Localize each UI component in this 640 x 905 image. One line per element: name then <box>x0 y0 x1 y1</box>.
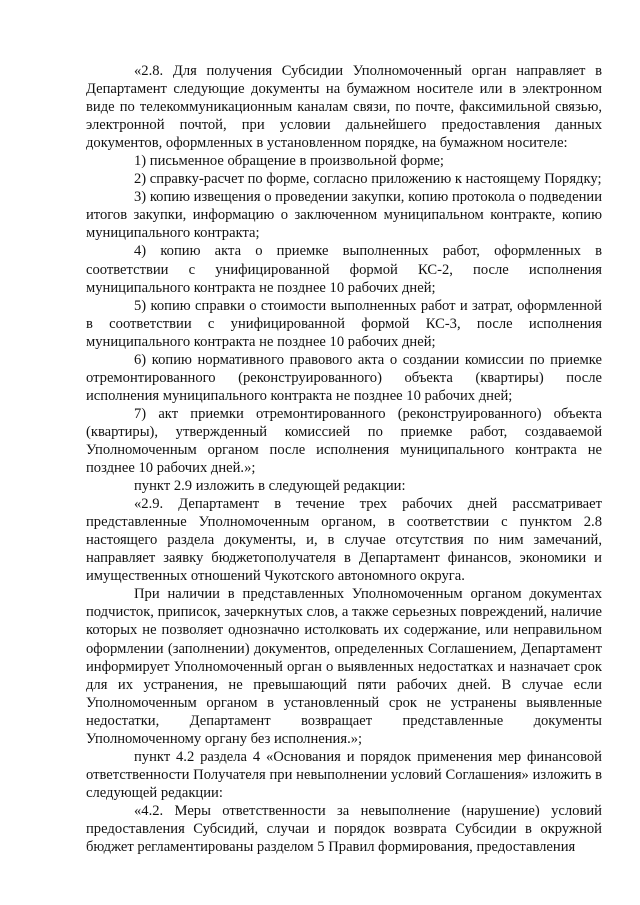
list-item-6: 6) копию нормативного правового акта о создании комиссии по приемке отремонтированного (реконструированного) объекта (квартиры) после исполнения муниципального контракта не позднее 10 рабочих дней; <box>86 351 602 404</box>
list-item-3: 3) копию извещения о проведении закупки, копию протокола о подведении итогов закупки, информацию о заключенном муниципальном контракте, копию муниципального контракта; <box>86 189 602 242</box>
list-item-7: 7) акт приемки отремонтированного (реконструированного) объекта (квартиры), утвержденный комиссией по приемке работ, создаваемой Уполномоченным органом после исполнения муниципального контракта не позднее 10 рабочих дней.»; <box>86 405 602 477</box>
list-item-4: 4) копию акта о приемке выполненных работ, оформленных в соответствии с унифицированной формой КС-2, после исполнения муниципального контракта не позднее 10 рабочих дней; <box>86 243 602 296</box>
list-item-1: 1) письменное обращение в произвольной форме; <box>134 153 444 170</box>
document-body <box>86 62 602 856</box>
instruction-2-9: пункт 2.9 изложить в следующей редакции: <box>134 478 406 495</box>
paragraph-2-9-continued: При наличии в представленных Уполномоченным органом документах подчисток, приписок, зачеркнутых слов, а также серьезных повреждений, наличие которых не позволяет однозначно истолковать их содержание, или неправильном оформлении (заполнении) документов, определенных Соглашением, Департамент информирует Уполномоченный орган о выявленных недостатках и назначает срок для их устранения, не превышающий пяти рабочих дней. В случае если Уполномоченным органом в установленный срок не устранены выявленные недостатки, Департамент возвращает представленные документы Уполномоченному органу без исполнения.»; <box>86 586 602 747</box>
paragraph-2-9: «2.9. Департамент в течение трех рабочих дней рассматривает представленные Уполномоченным органом, в соответствии с пунктом 2.8 настоящего раздела документы, и, в случае отсутствия по ним замечаний, направляет заявку бюджетополучателя в Департамент финансов, экономики и имущественных отношений Чукотского автономного округа. <box>86 496 602 585</box>
paragraph-2-8-intro: «2.8. Для получения Субсидии Уполномоченный орган направляет в Департамент следующие документы на бумажном носителе или в электронном виде по телекоммуникационным каналам связи, по почте, факсимильной связью, электронной почтой, при условии дальнейшего предоставления данных документов, оформленных в установленном порядке, на бумажном носителе: <box>86 63 602 152</box>
list-item-2: 2) справку-расчет по форме, согласно приложению к настоящему Порядку; <box>134 171 602 188</box>
paragraph-4-2: «4.2. Меры ответственности за невыполнение (нарушение) условий предоставления Субсидий, случаи и порядок возврата Субсидии в окружной бюджет регламентированы разделом 5 Правил формирования, предоставления <box>86 802 602 856</box>
list-item-5: 5) копию справки о стоимости выполненных работ и затрат, оформленной в соответствии с унифицированной формой КС-3, после исполнения муниципального контракта не позднее 10 рабочих дней; <box>86 297 602 350</box>
instruction-4-2: пункт 4.2 раздела 4 «Основания и порядок применения мер финансовой ответственности Получателя при невыполнении условий Соглашения» изложить в следующей редакции: <box>86 748 602 801</box>
